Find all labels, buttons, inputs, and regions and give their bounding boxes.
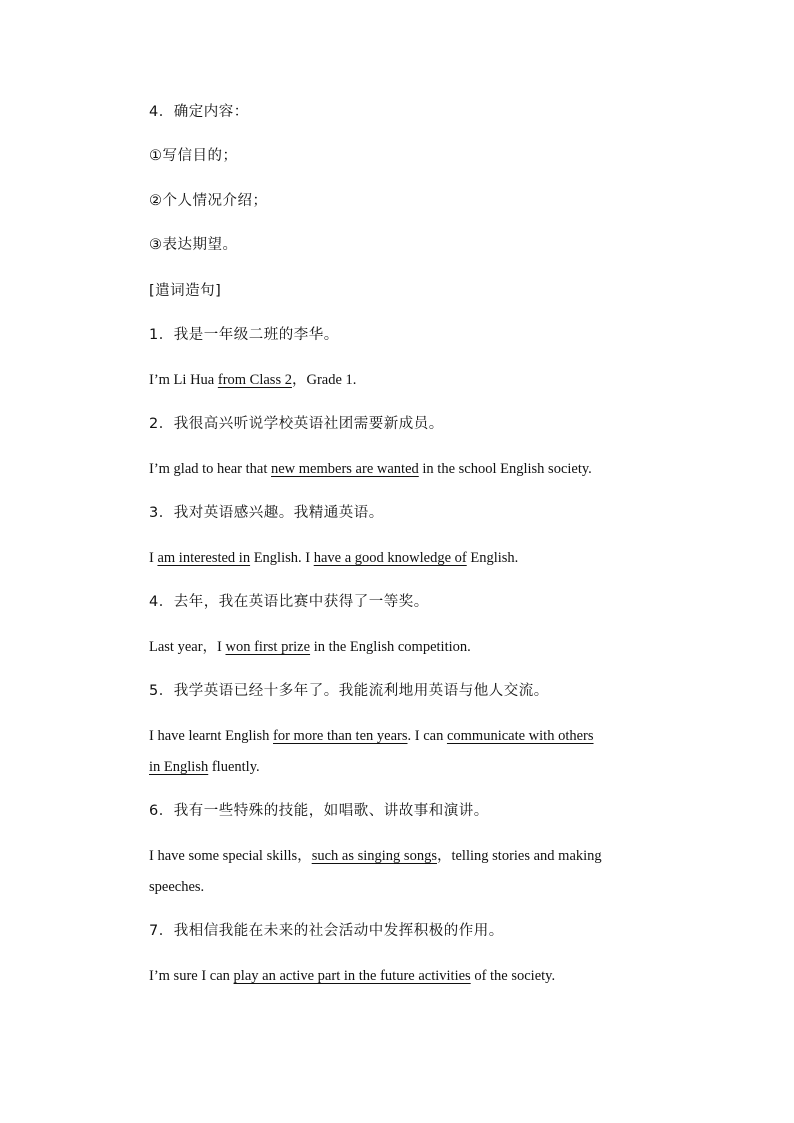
text-segment: . I can [407,728,447,744]
sentence-6-english-line-1 [149,847,602,865]
text-segment: I have learnt English [149,728,274,744]
sentence-2-chinese: 2．我很高兴听说学校英语社团需要新成员。 [149,416,444,432]
sentence-6-chinese: 6．我有一些特殊的技能，如唱歌、讲故事和演讲。 [149,803,489,819]
text-segment: English. I [250,550,314,566]
section-heading: [遣词造句] [149,283,222,299]
text-segment: ，telling stories and making [436,848,602,864]
text-segment: I’m sure I can [149,968,234,984]
answer-blank: am interested in [157,550,251,566]
sentence-7-chinese: 7．我相信我能在未来的社会活动中发挥积极的作用。 [149,923,504,939]
sentence-3-chinese: 3．我对英语感兴趣。我精通英语。 [149,505,384,521]
text-segment: in the school English society. [418,461,592,477]
sentence-5-chinese: 5．我学英语已经十多年了。我能流利地用英语与他人交流。 [149,683,549,699]
sentence-5-english-line-2 [149,758,260,776]
text-segment: English. [466,550,519,566]
answer-blank: for more than ten years [273,728,408,744]
text-segment: ，Grade 1. [291,372,357,388]
text-segment: I have some special skills， [149,848,312,864]
sentence-1-english [149,371,356,389]
sentence-2-english [149,460,592,478]
content-item-1: ①写信目的； [149,148,238,164]
text-segment: I’m Li Hua [149,372,218,388]
answer-blank: communicate with others [446,728,594,744]
text-segment: Last year，I [149,639,226,655]
step-4-title: 4．确定内容： [149,104,249,120]
text-segment: fluently. [208,759,260,775]
text-segment: I [149,550,158,566]
answer-blank: such as singing songs [311,848,437,864]
text-segment: of the society. [470,968,556,984]
sentence-1-chinese: 1．我是一年级二班的李华。 [149,327,339,343]
sentence-5-english-line-1 [149,727,594,745]
answer-blank: won first prize [225,639,311,655]
answer-blank: in English [149,759,209,775]
sentence-6-english-line-2 [149,878,204,896]
text-segment: I’m glad to hear that [149,461,271,477]
content-item-2: ②个人情况介绍； [149,193,268,209]
sentence-4-english [149,638,471,656]
text-segment: speeches. [149,879,205,895]
sentence-3-english [149,549,518,567]
text-segment: in the English competition. [310,639,471,655]
content-item-3: ③表达期望。 [149,237,238,253]
answer-blank: play an active part in the future activities [233,968,471,984]
sentence-7-english [149,967,555,985]
sentence-4-chinese: 4．去年，我在英语比赛中获得了一等奖。 [149,594,429,610]
answer-blank: have a good knowledge of [313,550,467,566]
answer-blank: new members are wanted [271,461,419,477]
answer-blank: from Class 2 [217,372,292,388]
